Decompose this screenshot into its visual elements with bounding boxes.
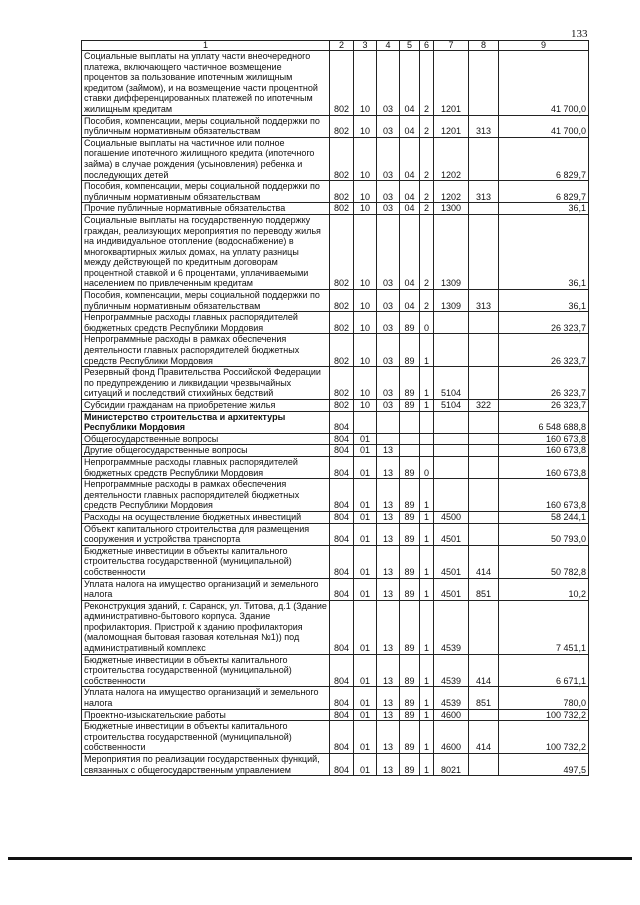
cell-item-name: Реконструкция зданий, г. Саранск, ул. Титова, д.1 (Здание административно-бытового корпуса. Здание профилактория. Пристрой к зданию профилактория (маломощная бытовая газовая котельная №1)) под административный комплекс: [82, 600, 330, 654]
cell-item-name: Уплата налога на имущество организаций и земельного налога: [82, 687, 330, 709]
cell-expense-type: [469, 709, 499, 721]
cell-target-code: 5104: [434, 367, 469, 400]
cell-program-code: [400, 445, 420, 457]
cell-amount: 497,5: [499, 754, 589, 776]
cell-amount: 6 829,7: [499, 181, 589, 203]
table-row: [82, 203, 589, 215]
cell-target-code: 4500: [434, 511, 469, 523]
cell-program-code: 89: [400, 654, 420, 687]
cell-amount: 41 700,0: [499, 51, 589, 116]
cell-expense-type: [469, 511, 499, 523]
cell-expense-type: [469, 312, 499, 334]
cell-admin-code: 804: [330, 687, 354, 709]
cell-program-code: 89: [400, 721, 420, 754]
cell-item-name: Субсидии гражданам на приобретение жилья: [82, 400, 330, 412]
cell-expense-type: [469, 456, 499, 478]
cell-admin-code: 804: [330, 754, 354, 776]
cell-target-code: [434, 312, 469, 334]
cell-amount: 100 732,2: [499, 721, 589, 754]
cell-section: 01: [354, 600, 377, 654]
cell-expense-type: [469, 600, 499, 654]
cell-target-code: 4501: [434, 578, 469, 600]
table-row: [82, 367, 589, 400]
cell-expense-type: [469, 214, 499, 289]
cell-item-name: Непрограммные расходы в рамках обеспечения деятельности главных распорядителей бюджетных средств Республики Мордовия: [82, 334, 330, 367]
cell-admin-code: 804: [330, 456, 354, 478]
cell-admin-code: 804: [330, 523, 354, 545]
cell-subsection: 03: [377, 367, 400, 400]
cell-section: 01: [354, 654, 377, 687]
cell-section: 10: [354, 334, 377, 367]
cell-subsection: 13: [377, 456, 400, 478]
bottom-rule: [8, 857, 632, 860]
cell-expense-type: 414: [469, 654, 499, 687]
cell-target-code: 4539: [434, 600, 469, 654]
cell-subprogram-code: [420, 433, 434, 445]
cell-amount: 780,0: [499, 687, 589, 709]
cell-program-code: 89: [400, 400, 420, 412]
table-row: [82, 687, 589, 709]
cell-item-name: Непрограммные расходы в рамках обеспечения деятельности главных распорядителей бюджетных средств Республики Мордовия: [82, 479, 330, 512]
cell-target-code: [434, 334, 469, 367]
cell-subsection: 03: [377, 181, 400, 203]
cell-program-code: 04: [400, 214, 420, 289]
cell-program-code: 89: [400, 687, 420, 709]
table-row: [82, 312, 589, 334]
cell-subprogram-code: 2: [420, 115, 434, 137]
cell-program-code: 04: [400, 115, 420, 137]
cell-subprogram-code: 1: [420, 709, 434, 721]
cell-expense-type: [469, 367, 499, 400]
cell-program-code: 89: [400, 600, 420, 654]
cell-expense-type: [469, 479, 499, 512]
cell-target-code: 1300: [434, 203, 469, 215]
table-row: [82, 433, 589, 445]
cell-admin-code: 802: [330, 214, 354, 289]
cell-admin-code: 802: [330, 312, 354, 334]
cell-target-code: [434, 479, 469, 512]
cell-admin-code: 804: [330, 445, 354, 457]
cell-section: 10: [354, 181, 377, 203]
table-row: [82, 214, 589, 289]
cell-subprogram-code: 2: [420, 214, 434, 289]
cell-section: 01: [354, 445, 377, 457]
cell-expense-type: 851: [469, 578, 499, 600]
cell-expense-type: [469, 523, 499, 545]
cell-subprogram-code: 1: [420, 721, 434, 754]
cell-section: 01: [354, 479, 377, 512]
cell-subsection: 13: [377, 511, 400, 523]
cell-amount: 100 732,2: [499, 709, 589, 721]
col-header-5: 5: [400, 41, 420, 51]
cell-amount: 36,1: [499, 203, 589, 215]
cell-admin-code: 804: [330, 709, 354, 721]
cell-target-code: [434, 411, 469, 433]
cell-expense-type: [469, 754, 499, 776]
cell-admin-code: 802: [330, 181, 354, 203]
cell-target-code: [434, 433, 469, 445]
cell-subprogram-code: 1: [420, 687, 434, 709]
cell-section: 01: [354, 578, 377, 600]
cell-item-name: Бюджетные инвестиции в объекты капитального строительства государственной (муниципальной) собственности: [82, 545, 330, 578]
cell-section: 10: [354, 312, 377, 334]
cell-program-code: 04: [400, 203, 420, 215]
cell-section: 10: [354, 115, 377, 137]
cell-admin-code: 802: [330, 400, 354, 412]
cell-amount: 160 673,8: [499, 479, 589, 512]
cell-subprogram-code: 0: [420, 456, 434, 478]
cell-expense-type: [469, 137, 499, 180]
cell-target-code: 1202: [434, 137, 469, 180]
cell-subprogram-code: 2: [420, 137, 434, 180]
cell-admin-code: 804: [330, 511, 354, 523]
cell-amount: 36,1: [499, 290, 589, 312]
cell-item-name: Резервный фонд Правительства Российской Федерации по предупреждению и ликвидации чрезвычайных ситуаций и последствий стихийных бедствий: [82, 367, 330, 400]
table-row: [82, 400, 589, 412]
cell-subsection: 03: [377, 334, 400, 367]
table-row: [82, 511, 589, 523]
cell-subsection: 13: [377, 754, 400, 776]
cell-subprogram-code: 1: [420, 578, 434, 600]
cell-subsection: 13: [377, 721, 400, 754]
cell-subsection: [377, 411, 400, 433]
cell-target-code: 4501: [434, 545, 469, 578]
cell-item-name: Уплата налога на имущество организаций и земельного налога: [82, 578, 330, 600]
cell-subprogram-code: 1: [420, 523, 434, 545]
cell-target-code: 1309: [434, 290, 469, 312]
cell-section: 01: [354, 687, 377, 709]
cell-subsection: 13: [377, 687, 400, 709]
cell-section: 01: [354, 545, 377, 578]
cell-subprogram-code: 1: [420, 545, 434, 578]
cell-subsection: 03: [377, 137, 400, 180]
cell-subsection: 13: [377, 479, 400, 512]
cell-item-name: Пособия, компенсации, меры социальной поддержки по публичным нормативным обязательствам: [82, 115, 330, 137]
cell-amount: 160 673,8: [499, 445, 589, 457]
budget-table: [81, 40, 589, 776]
table-row: [82, 411, 589, 433]
cell-item-name: Социальные выплаты на уплату части внеочередного платежа, включающего частичное возмещение процентов за пользование ипотечным жилищным кредитом (займом), и на возмещение части процентной ставки дифференцированных платежей по ипотечным жилищным кредитам: [82, 51, 330, 116]
cell-section: 10: [354, 137, 377, 180]
cell-item-name: Проектно-изыскательские работы: [82, 709, 330, 721]
cell-section: 10: [354, 400, 377, 412]
cell-subsection: 03: [377, 400, 400, 412]
cell-program-code: [400, 411, 420, 433]
table-row: [82, 115, 589, 137]
table-row: [82, 290, 589, 312]
cell-subsection: 13: [377, 545, 400, 578]
cell-item-name: Бюджетные инвестиции в объекты капитального строительства государственной (муниципальной) собственности: [82, 721, 330, 754]
cell-target-code: 4600: [434, 721, 469, 754]
cell-program-code: 89: [400, 479, 420, 512]
col-header-7: 7: [434, 41, 469, 51]
cell-subprogram-code: [420, 445, 434, 457]
cell-section: 10: [354, 203, 377, 215]
cell-subsection: 13: [377, 709, 400, 721]
cell-subprogram-code: 1: [420, 479, 434, 512]
cell-subprogram-code: 2: [420, 51, 434, 116]
cell-item-name: Расходы на осуществление бюджетных инвестиций: [82, 511, 330, 523]
cell-subprogram-code: 1: [420, 334, 434, 367]
cell-program-code: 89: [400, 709, 420, 721]
cell-item-name: Мероприятия по реализации государственных функций, связанных с общегосударственным управлением: [82, 754, 330, 776]
cell-target-code: 1201: [434, 115, 469, 137]
cell-admin-code: 804: [330, 433, 354, 445]
cell-target-code: 1202: [434, 181, 469, 203]
cell-admin-code: 802: [330, 367, 354, 400]
cell-subsection: 13: [377, 578, 400, 600]
cell-expense-type: [469, 411, 499, 433]
cell-amount: 26 323,7: [499, 400, 589, 412]
table-row: [82, 545, 589, 578]
table-row: [82, 445, 589, 457]
cell-amount: 160 673,8: [499, 433, 589, 445]
table-row: [82, 181, 589, 203]
cell-amount: 6 548 688,8: [499, 411, 589, 433]
cell-expense-type: [469, 433, 499, 445]
cell-subprogram-code: 0: [420, 312, 434, 334]
cell-item-name: Пособия, компенсации, меры социальной поддержки по публичным нормативным обязательствам: [82, 181, 330, 203]
cell-subprogram-code: [420, 411, 434, 433]
cell-target-code: [434, 445, 469, 457]
cell-target-code: 5104: [434, 400, 469, 412]
cell-program-code: 89: [400, 511, 420, 523]
cell-program-code: 89: [400, 334, 420, 367]
col-header-2: 2: [330, 41, 354, 51]
col-header-9: 9: [499, 41, 589, 51]
cell-item-name: Другие общегосударственные вопросы: [82, 445, 330, 457]
cell-target-code: 4539: [434, 687, 469, 709]
cell-amount: 50 782,8: [499, 545, 589, 578]
cell-subsection: 13: [377, 654, 400, 687]
cell-expense-type: 322: [469, 400, 499, 412]
cell-section: 10: [354, 290, 377, 312]
cell-amount: 10,2: [499, 578, 589, 600]
cell-subprogram-code: 1: [420, 367, 434, 400]
table-row: [82, 334, 589, 367]
cell-expense-type: 851: [469, 687, 499, 709]
cell-admin-code: 804: [330, 654, 354, 687]
cell-expense-type: [469, 445, 499, 457]
cell-expense-type: [469, 51, 499, 116]
col-header-1: 1: [82, 41, 330, 51]
cell-program-code: 04: [400, 137, 420, 180]
cell-section: 01: [354, 511, 377, 523]
cell-expense-type: [469, 334, 499, 367]
table-row: [82, 456, 589, 478]
cell-subsection: [377, 433, 400, 445]
cell-subsection: 03: [377, 51, 400, 116]
cell-section: [354, 411, 377, 433]
cell-item-name: Социальные выплаты на частичное или полное погашение ипотечного жилищного кредита (ипотечного займа) в случае рождения (усыновления) ребенка и последующих детей: [82, 137, 330, 180]
cell-expense-type: 313: [469, 181, 499, 203]
cell-admin-code: 802: [330, 137, 354, 180]
col-header-8: 8: [469, 41, 499, 51]
cell-amount: 160 673,8: [499, 456, 589, 478]
header-row: [82, 41, 589, 51]
cell-subprogram-code: 1: [420, 654, 434, 687]
cell-subprogram-code: 1: [420, 600, 434, 654]
cell-section: 01: [354, 754, 377, 776]
cell-target-code: 4539: [434, 654, 469, 687]
cell-expense-type: 313: [469, 115, 499, 137]
table-row: [82, 51, 589, 116]
col-header-4: 4: [377, 41, 400, 51]
cell-subsection: 03: [377, 203, 400, 215]
cell-section: 10: [354, 51, 377, 116]
cell-subsection: 13: [377, 523, 400, 545]
cell-program-code: 04: [400, 290, 420, 312]
cell-item-name: Социальные выплаты на государственную поддержку граждан, реализующих мероприятия по переводу жилья на индивидуальное отопление (водоснабжение) в многоквартирных жилых домах, на уплату разницы между действующей по кредитным договорам процентной ставкой и 6 процентами, уплачиваемыми населением по привлеченным кредитам: [82, 214, 330, 289]
col-header-6: 6: [420, 41, 434, 51]
cell-expense-type: 414: [469, 721, 499, 754]
cell-subprogram-code: 2: [420, 203, 434, 215]
cell-program-code: 89: [400, 312, 420, 334]
cell-expense-type: 414: [469, 545, 499, 578]
cell-admin-code: 804: [330, 600, 354, 654]
cell-admin-code: 804: [330, 721, 354, 754]
cell-item-name: Пособия, компенсации, меры социальной поддержки по публичным нормативным обязательствам: [82, 290, 330, 312]
cell-admin-code: 804: [330, 545, 354, 578]
cell-admin-code: 802: [330, 290, 354, 312]
cell-section: 01: [354, 721, 377, 754]
cell-subsection: 03: [377, 115, 400, 137]
cell-amount: 7 451,1: [499, 600, 589, 654]
cell-subprogram-code: 2: [420, 290, 434, 312]
cell-expense-type: [469, 203, 499, 215]
cell-item-name: Общегосударственные вопросы: [82, 433, 330, 445]
cell-subsection: 13: [377, 445, 400, 457]
cell-expense-type: 313: [469, 290, 499, 312]
table-row: [82, 654, 589, 687]
cell-admin-code: 804: [330, 411, 354, 433]
cell-target-code: 8021: [434, 754, 469, 776]
cell-program-code: 89: [400, 456, 420, 478]
cell-subprogram-code: 2: [420, 181, 434, 203]
cell-subsection: 03: [377, 312, 400, 334]
cell-subprogram-code: 1: [420, 511, 434, 523]
cell-program-code: [400, 433, 420, 445]
cell-subsection: 13: [377, 600, 400, 654]
cell-target-code: 1201: [434, 51, 469, 116]
cell-subprogram-code: 1: [420, 754, 434, 776]
table-row: [82, 709, 589, 721]
cell-admin-code: 802: [330, 115, 354, 137]
table-row: [82, 479, 589, 512]
cell-amount: 26 323,7: [499, 367, 589, 400]
cell-admin-code: 804: [330, 578, 354, 600]
page-number: 133: [571, 28, 588, 40]
cell-amount: 6 671,1: [499, 654, 589, 687]
cell-admin-code: 802: [330, 334, 354, 367]
cell-item-name: Бюджетные инвестиции в объекты капитального строительства государственной (муниципальной) собственности: [82, 654, 330, 687]
table-row: [82, 721, 589, 754]
table-row: [82, 754, 589, 776]
cell-amount: 41 700,0: [499, 115, 589, 137]
table-body: [82, 51, 589, 776]
cell-amount: 26 323,7: [499, 334, 589, 367]
col-header-3: 3: [354, 41, 377, 51]
cell-target-code: [434, 456, 469, 478]
cell-subsection: 03: [377, 214, 400, 289]
cell-subprogram-code: 1: [420, 400, 434, 412]
cell-item-name: Министерство строительства и архитектуры Республики Мордовия: [82, 411, 330, 433]
cell-item-name: Объект капитального строительства для размещения сооружения и устройства транспорта: [82, 523, 330, 545]
cell-admin-code: 804: [330, 479, 354, 512]
cell-admin-code: 802: [330, 203, 354, 215]
cell-target-code: 1309: [434, 214, 469, 289]
cell-section: 10: [354, 367, 377, 400]
cell-program-code: 04: [400, 51, 420, 116]
cell-admin-code: 802: [330, 51, 354, 116]
table-row: [82, 137, 589, 180]
cell-amount: 26 323,7: [499, 312, 589, 334]
table-row: [82, 600, 589, 654]
cell-program-code: 89: [400, 578, 420, 600]
cell-section: 01: [354, 433, 377, 445]
cell-item-name: Непрограммные расходы главных распорядителей бюджетных средств Республики Мордовия: [82, 456, 330, 478]
table-row: [82, 578, 589, 600]
cell-item-name: Непрограммные расходы главных распорядителей бюджетных средств Республики Мордовия: [82, 312, 330, 334]
cell-section: 01: [354, 709, 377, 721]
cell-program-code: 04: [400, 181, 420, 203]
cell-amount: 6 829,7: [499, 137, 589, 180]
cell-section: 01: [354, 456, 377, 478]
cell-amount: 50 793,0: [499, 523, 589, 545]
cell-amount: 36,1: [499, 214, 589, 289]
table-row: [82, 523, 589, 545]
cell-program-code: 89: [400, 754, 420, 776]
cell-section: 10: [354, 214, 377, 289]
cell-program-code: 89: [400, 523, 420, 545]
cell-target-code: 4501: [434, 523, 469, 545]
cell-amount: 58 244,1: [499, 511, 589, 523]
cell-program-code: 89: [400, 545, 420, 578]
cell-subsection: 03: [377, 290, 400, 312]
cell-item-name: Прочие публичные нормативные обязательства: [82, 203, 330, 215]
cell-target-code: 4600: [434, 709, 469, 721]
cell-section: 01: [354, 523, 377, 545]
cell-program-code: 89: [400, 367, 420, 400]
